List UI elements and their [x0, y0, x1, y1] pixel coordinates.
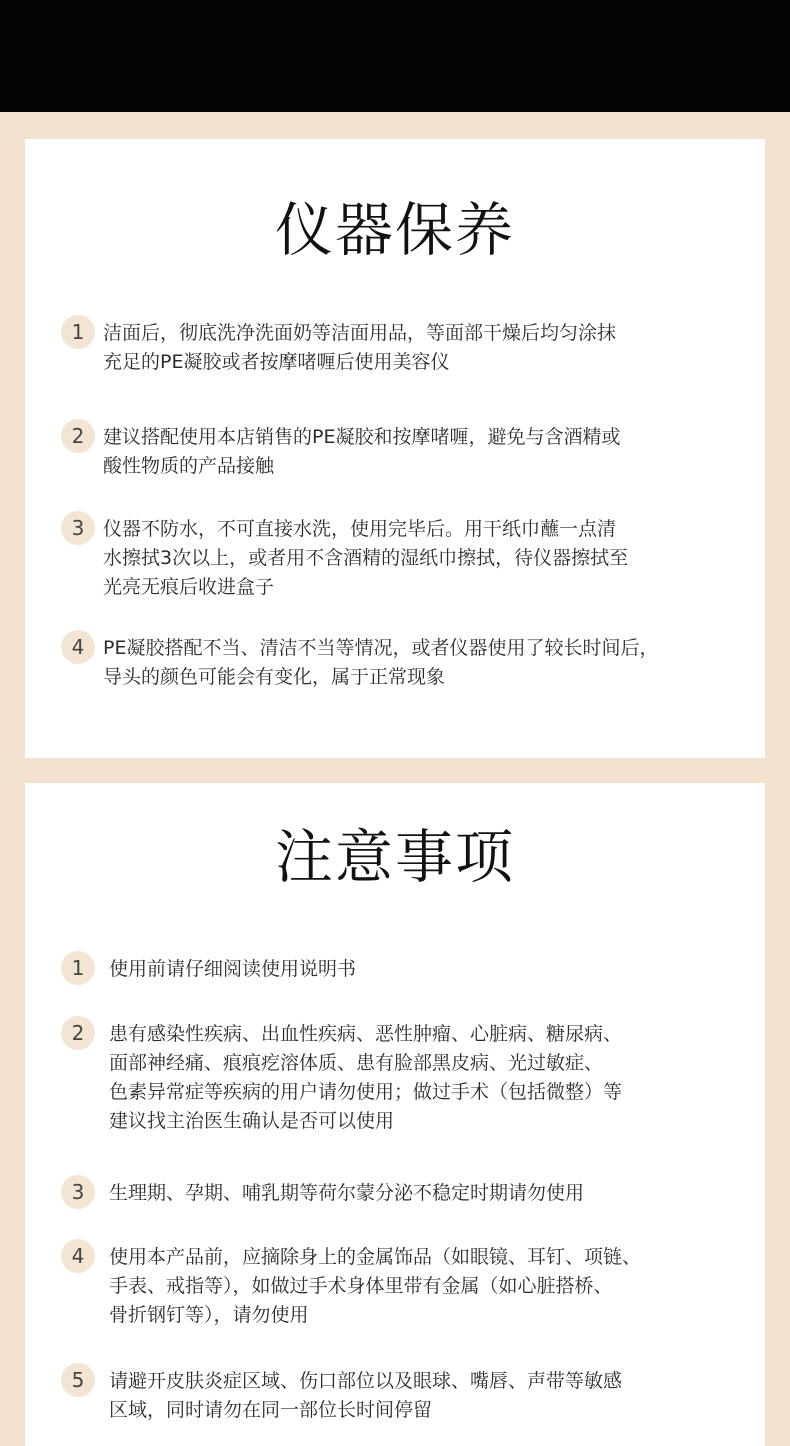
maintenance-title: 仪器保养 [274, 196, 515, 264]
maintenance-panel [25, 139, 765, 758]
item-text: 使用本产品前，应摘除身上的金属饰品（如眼镜、耳钉、项链、 手表、戒指等），如做过手术身体里带有金属（如心脏搭桥、 骨折钢钉等），请勿使用 [109, 1246, 642, 1326]
item-number-badge: 3 [61, 1175, 95, 1209]
precautions-title: 注意事项 [274, 823, 515, 891]
item-number-badge: 1 [61, 315, 95, 349]
precautions-panel [25, 783, 765, 1446]
top-banner [0, 0, 790, 112]
item-text: 洁面后，彻底洗净洗面奶等洁面用品，等面部干燥后均匀涂抹 充足的PE凝胶或者按摩啫喱后使用美容仪 [103, 322, 617, 373]
item-text: 仪器不防水，不可直接水洗，使用完毕后。用干纸巾蘸一点清 水擦拭3次以上，或者用不含酒精的湿纸巾擦拭，待仪器擦拭至 光亮无痕后收进盒子 [103, 518, 629, 598]
item-number-badge: 2 [61, 1016, 95, 1050]
item-number-badge: 5 [61, 1363, 95, 1397]
item-number-badge: 2 [61, 419, 95, 453]
item-number-badge: 4 [61, 1239, 95, 1273]
item-text: 请避开皮肤炎症区域、伤口部位以及眼球、嘴唇、声带等敏感 区域，同时请勿在同一部位长时间停留 [109, 1370, 623, 1421]
item-number-badge: 1 [61, 951, 95, 985]
item-text: 建议搭配使用本店销售的PE凝胶和按摩啫喱，避免与含酒精或 酸性物质的产品接触 [103, 426, 621, 477]
item-text: 使用前请仔细阅读使用说明书 [109, 958, 357, 980]
item-number-badge: 4 [61, 630, 95, 664]
item-number-badge: 3 [61, 511, 95, 545]
item-text: 生理期、孕期、哺乳期等荷尔蒙分泌不稳定时期请勿使用 [109, 1182, 585, 1204]
item-text: PE凝胶搭配不当、清洁不当等情况，或者仪器使用了较长时间后， 导头的颜色可能会有变化，属于正常现象 [103, 637, 659, 688]
item-text: 患有感染性疾病、出血性疾病、恶性肿瘤、心脏病、糖尿病、 面部神经痛、痕痕疙溶体质、患有脸部黑皮病、光过敏症、 色素异常症等疾病的用户请勿使用；做过手术（包括微整）等 建议找主治医生确认是否可以使用 [109, 1023, 623, 1132]
